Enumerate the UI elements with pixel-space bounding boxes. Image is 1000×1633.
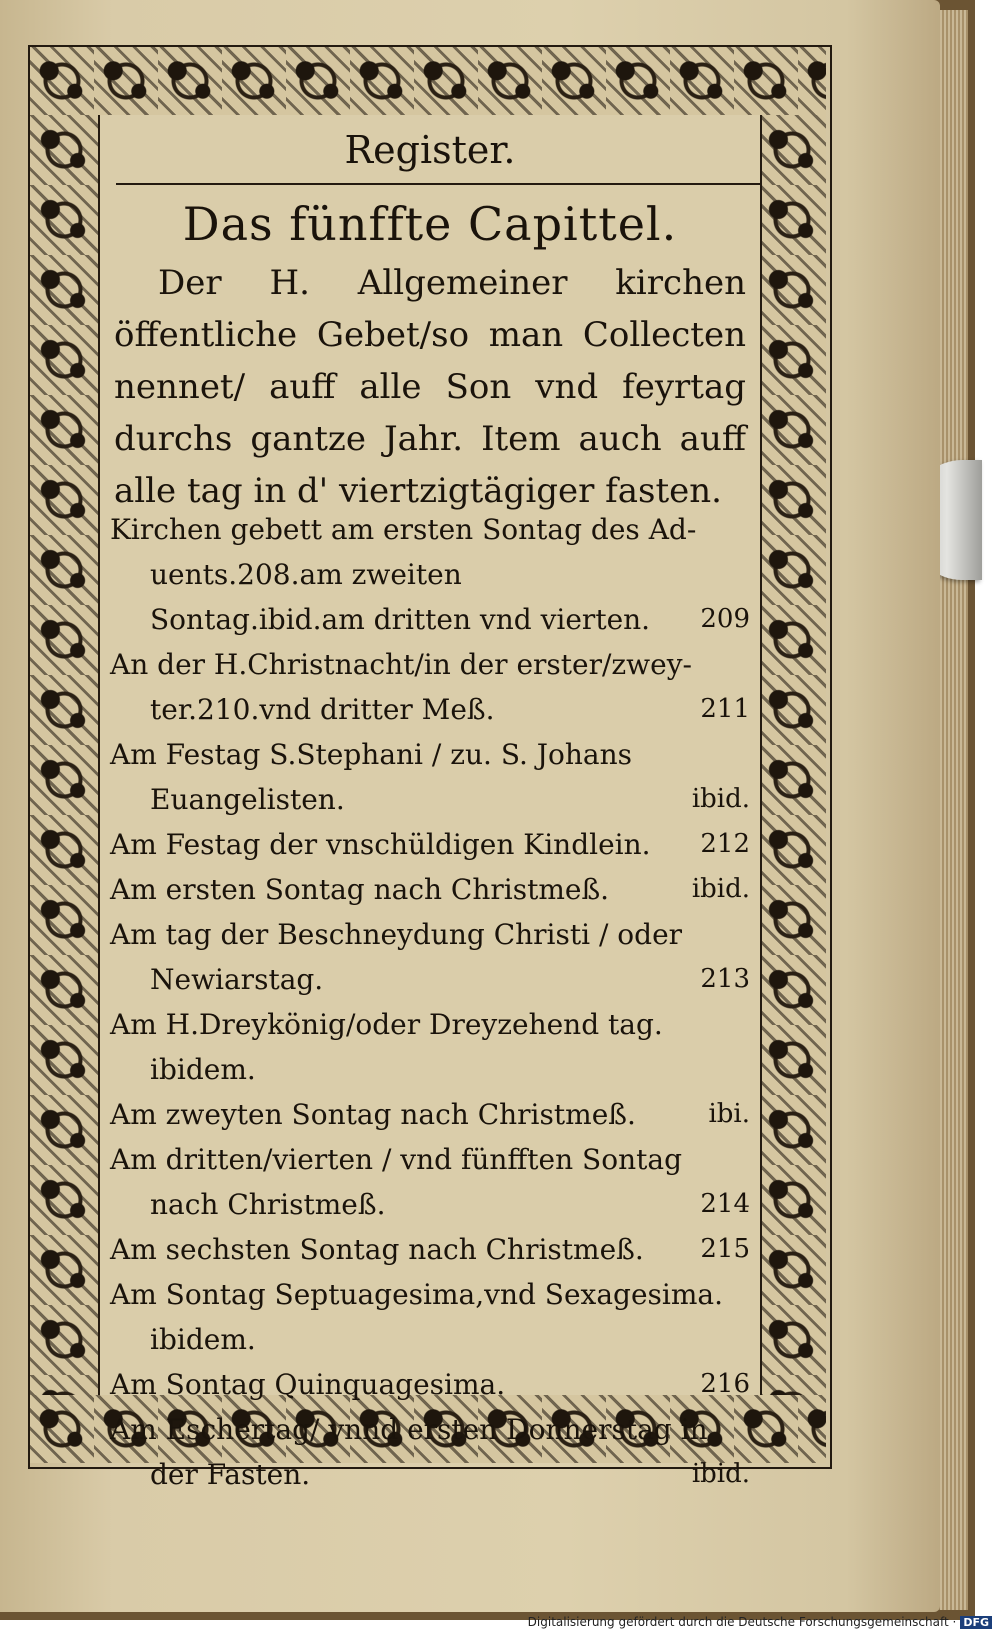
ornament-band-top (30, 47, 826, 115)
entry-text: Am Eschertag/ vnnd ersten Donnerstag in (110, 1413, 708, 1446)
entry-continuation: nach Christmeß. (150, 1188, 386, 1221)
register-entry (110, 912, 750, 1002)
page-ref: 213 (700, 964, 750, 994)
entry-continuation: Newiarstag. (150, 963, 324, 996)
entry-text: Am dritten/vierten / vnd fünfften Sontag (110, 1143, 682, 1176)
entry-continuation: ibidem. (150, 1323, 256, 1356)
entry-text: An der H.Christnacht/in der erster/zwey- (110, 648, 692, 681)
credit-text: Digitalisierung gefördert durch die Deutsche Forschungsgemeinschaft · (527, 1615, 957, 1629)
text-area (98, 115, 762, 1491)
header-rule (116, 183, 760, 185)
entry-text: Am Festag S.Stephani / zu. S. Johans (110, 738, 633, 771)
entry-continuation: der Fasten. (150, 1458, 311, 1491)
register-entry (110, 867, 750, 912)
page-edges (938, 10, 968, 1610)
chapter-intro (114, 257, 746, 517)
page-ref: ibid. (691, 1459, 750, 1489)
entry-text: Am Sontag Quinquagesima. (110, 1368, 506, 1401)
register-entries (110, 507, 750, 1497)
ornament-band-left (30, 115, 98, 1395)
entry-text: Am tag der Beschneydung Christi / oder (110, 918, 683, 951)
ornament-band-right (758, 115, 826, 1395)
register-entry (110, 732, 750, 822)
register-entry (110, 507, 750, 642)
page-ref: 216 (700, 1369, 750, 1399)
entry-text: Am zweyten Sontag nach Christmeß. (110, 1098, 636, 1131)
page-ref: 215 (700, 1234, 750, 1264)
register-entry (110, 642, 750, 732)
page-ref: 209 (700, 604, 750, 634)
register-entry (110, 1137, 750, 1227)
intro-text: Der H. Allgemeiner kirchen öffentliche Gebet/so man Collecten nennet/ auff alle Son vnd feyrtag durchs gantze Jahr. Item auch auff alle tag in d' viertzigtägiger fasten. (114, 263, 746, 511)
register-entry (110, 1272, 750, 1362)
page-ref: 211 (700, 694, 750, 724)
page-ref: ibi. (708, 1099, 750, 1129)
entry-continuation: Euangelisten. (150, 783, 345, 816)
page-ref: 212 (700, 829, 750, 859)
page-ref: ibid. (691, 784, 750, 814)
page-ref: ibid. (691, 874, 750, 904)
running-head: Register. (344, 128, 516, 172)
register-entry (110, 1092, 750, 1137)
entry-text: Kirchen gebett am ersten Sontag des Ad- (110, 513, 697, 546)
entry-text: Am Sontag Septuagesima,vnd Sexagesima. (110, 1278, 724, 1311)
entry-text: Am Festag der vnschüldigen Kindlein. (110, 828, 651, 861)
digitization-credit (528, 1615, 992, 1629)
entry-text: Am H.Dreykönig/oder Dreyzehend tag. (110, 1008, 663, 1041)
register-entry (110, 822, 750, 867)
entry-text: Am sechsten Sontag nach Christmeß. (110, 1233, 644, 1266)
register-entry (110, 1227, 750, 1272)
entry-continuation: ibidem. (150, 1053, 256, 1086)
register-entry (110, 1362, 750, 1407)
register-entry (110, 1002, 750, 1092)
chapter-title: Das fünffte Capittel. (182, 197, 678, 251)
entry-continuation: uents.208.am zweiten Sontag.ibid.am dritten vnd vierten. (150, 558, 651, 636)
dfg-logo: DFG (960, 1616, 992, 1629)
page-ref: 214 (700, 1189, 750, 1219)
entry-continuation: ter.210.vnd dritter Meß. (150, 693, 495, 726)
register-entry (110, 1407, 750, 1497)
entry-text: Am ersten Sontag nach Christmeß. (110, 873, 610, 906)
